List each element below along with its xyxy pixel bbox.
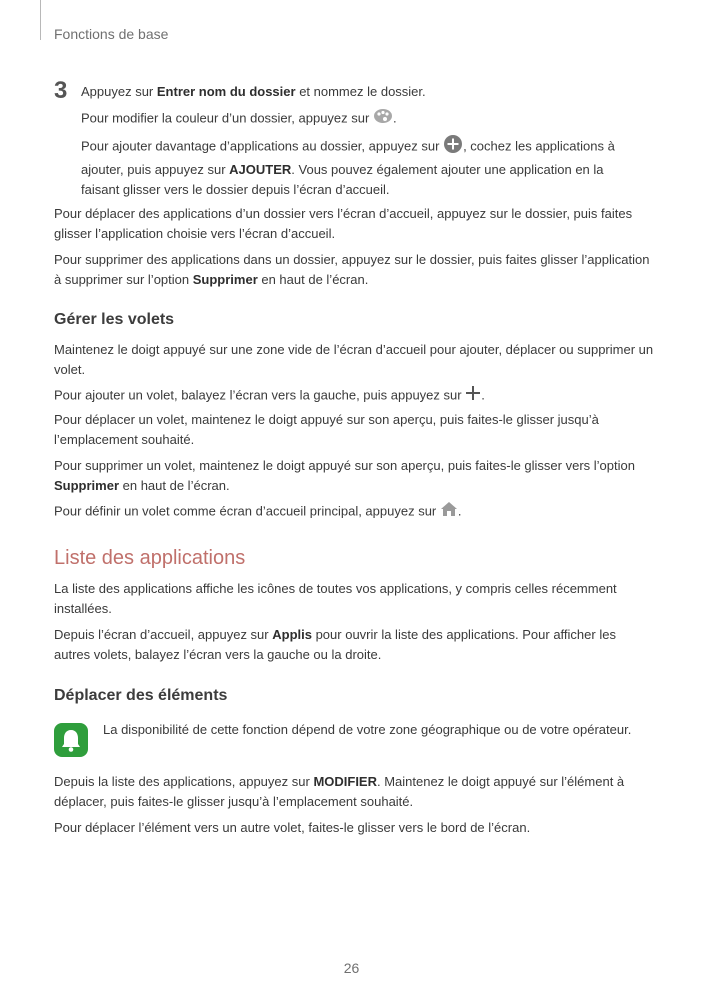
panels-heading: Gérer les volets (54, 311, 175, 328)
apps-list-heading: Liste des applications (54, 547, 246, 569)
move-items-heading: Déplacer des éléments (54, 687, 228, 704)
palette-icon (373, 108, 393, 130)
ui-label-modify: MODIFIER (313, 774, 377, 789)
home-icon (440, 501, 458, 523)
step-number: 3 (54, 77, 68, 104)
ui-label-add: AJOUTER (229, 162, 292, 177)
folder-move-paragraph: Pour déplacer des applications d’un dossier vers l’écran d’accueil, appuyez sur le dossier, puis faites glisser l’application choisie vers l’écran d’accueil. (54, 206, 633, 241)
apps-list-paragraph-2: Depuis l’écran d’accueil, appuyez sur Applis pour ouvrir la liste des applications. Pour afficher les autres volets, balayez l’écran vers la gauche ou la droite. (54, 627, 616, 662)
panels-paragraph-3: Pour déplacer un volet, maintenez le doigt appuyé sur son aperçu, puis faites-le glisser jusqu’à l’emplacement souhaité. (54, 412, 599, 447)
step3-instruction: Appuyez sur Entrer nom du dossier et nommez le dossier. (81, 84, 426, 99)
panels-paragraph-4: Pour supprimer un volet, maintenez le doigt appuyé sur son aperçu, puis faites-le glisser vers l’option Supprimer en haut de l’écran. (54, 458, 635, 493)
panels-paragraph-2: Pour ajouter un volet, balayez l’écran vers la gauche, puis appuyez sur . (54, 385, 654, 407)
move-items-paragraph-2: Pour déplacer l’élément vers un autre volet, faites-le glisser vers le bord de l’écran. (54, 820, 531, 835)
page-number: 26 (343, 960, 360, 976)
header-divider (40, 0, 41, 40)
apps-list-paragraph-1: La liste des applications affiche les icônes de toutes vos applications, y compris celles récemment installées. (54, 581, 617, 616)
availability-note: La disponibilité de cette fonction dépend de votre zone géographique ou de votre opérateur. (103, 722, 632, 737)
ui-label-delete: Supprimer (54, 478, 120, 493)
ui-label-delete: Supprimer (192, 272, 258, 287)
panels-paragraph-1: Maintenez le doigt appuyé sur une zone vide de l’écran d’accueil pour ajouter, déplacer ou supprimer un volet. (54, 342, 654, 377)
note-bell-icon (54, 723, 88, 757)
ui-label-folder-name: Entrer nom du dossier (156, 84, 296, 99)
folder-delete-paragraph: Pour supprimer des applications dans un dossier, appuyez sur le dossier, puis faites glisser l’application à supprimer sur l’option Supprimer en haut de l’écran. (54, 252, 650, 287)
plus-icon (465, 385, 481, 407)
step3-color-instruction: Pour modifier la couleur d’un dossier, appuyez sur . (81, 108, 641, 130)
move-items-paragraph-1: Depuis la liste des applications, appuyez sur MODIFIER. Maintenez le doigt appuyé sur l’élément à déplacer, puis faites-le glisser jusqu’à l’emplacement souhaité. (54, 774, 625, 809)
add-circle-icon (443, 134, 463, 160)
section-header: Fonctions de base (54, 26, 169, 42)
panels-paragraph-5: Pour définir un volet comme écran d’accueil principal, appuyez sur . (54, 501, 654, 523)
ui-label-apps: Applis (272, 627, 312, 642)
step3-add-apps-instruction: Pour ajouter davantage d’applications au dossier, appuyez sur , cochez les applications à ajouter, puis appuyez sur AJOUTER. Vous pouvez également ajouter une application en la faisant glisser vers le dossier depuis l’écran d’accueil. (81, 134, 641, 200)
